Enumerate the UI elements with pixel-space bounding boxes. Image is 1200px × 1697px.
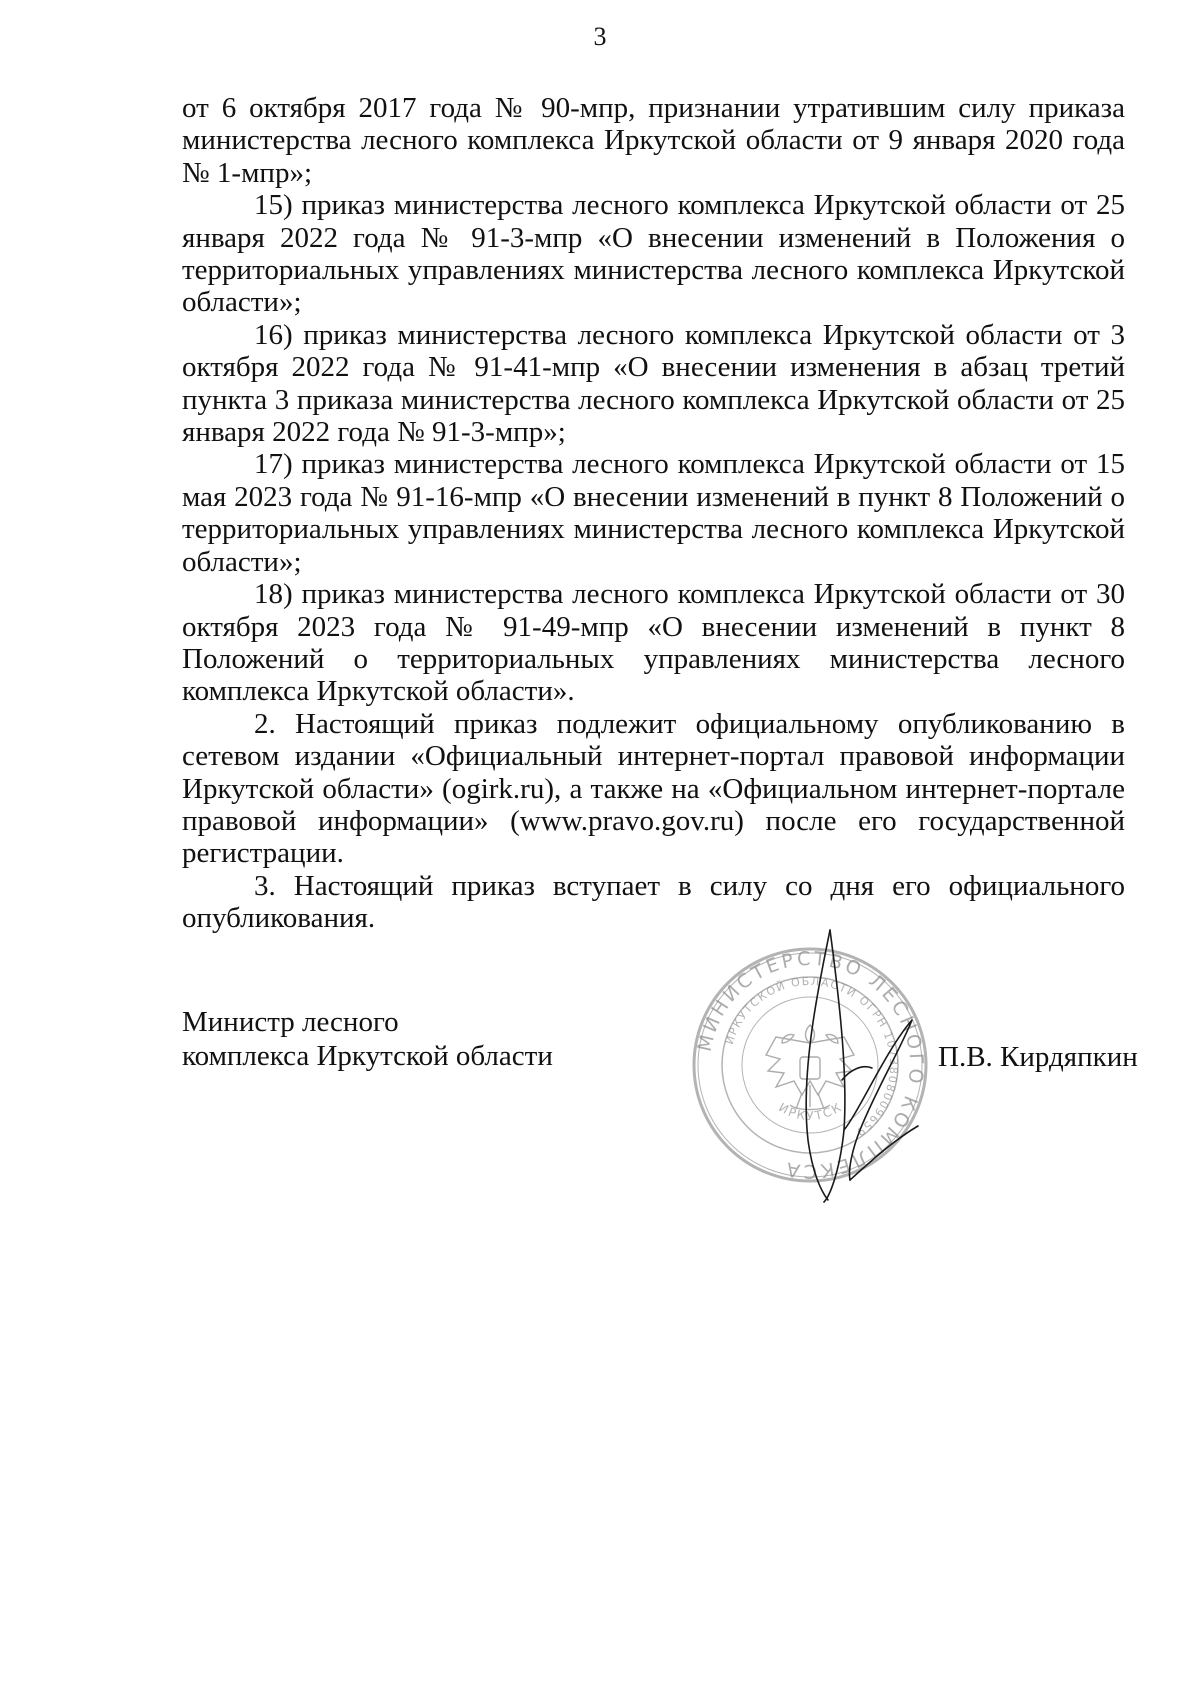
page-number: 3: [593, 22, 607, 51]
list-item-16: 16) приказ министерства лесного комплекса Иркутской области от 3 октября 2022 года № 91-41-мпр «О внесении изменения в абзац третий пункта 3 приказа министерства лесного комплекса Иркутской области от 25 января 2022 года № 91-3-мпр»;: [182, 318, 1125, 449]
stamp-outer-text: МИНИСТЕРСТВО ЛЕСНОГО КОМПЛЕКСА: [693, 947, 928, 1183]
list-item-17: 17) приказ министерства лесного комплекса Иркутской области от 15 мая 2023 года № 91-16-мпр «О внесении изменений в пункт 8 Положений о территориальных управлениях министерства лесного комплекса Иркутской области»;: [182, 448, 1125, 578]
stamp-bottom-text: ИРКУТСК: [776, 1099, 846, 1124]
stamp-inner-text: ИРКУТСКОЙ ОБЛАСТИ ОГРН 1073808009659: [722, 974, 901, 1140]
list-item-15: 15) приказ министерства лесного комплекса Иркутской области от 25 января 2022 года № 91-3-мпр «О внесении изменений в Положения о территориальных управлениях министерства лесного комплекса Иркутской области»;: [182, 189, 1125, 319]
clause-3: 3. Настоящий приказ вступает в силу со дня его официального опубликования.: [182, 869, 1125, 935]
signatory-position-line-1: Министр лесного: [182, 1006, 399, 1038]
clause-2: 2. Настоящий приказ подлежит официальному опубликованию в сетевом издании «Официальный интернет-портал правовой информации Иркутской области» (ogirk.ru), а также на «Официальном интернет-портале правовой информации» (www.pravo.gov.ru) после его государственной регистрации.: [182, 707, 1125, 870]
paragraph-continued: от 6 октября 2017 года № 90-мпр, признании утратившим силу приказа министерства лесного комплекса Иркутской области от 9 января 2020 года № 1-мпр»;: [182, 92, 1125, 189]
signatory-name: П.В. Кирдяпкин: [938, 1041, 1138, 1073]
handwritten-signature: [790, 900, 930, 1210]
signatory-position-line-2: комплекса Иркутской области: [182, 1040, 553, 1072]
signatory-position: [182, 1005, 553, 1073]
document-body: [182, 92, 1125, 935]
list-item-18: 18) приказ министерства лесного комплекса Иркутской области от 30 октября 2023 года № 91-49-мпр «О внесении изменений в пункт 8 Положений о территориальных управлениях министерства лесного комплекса Иркутской области».: [182, 578, 1125, 708]
